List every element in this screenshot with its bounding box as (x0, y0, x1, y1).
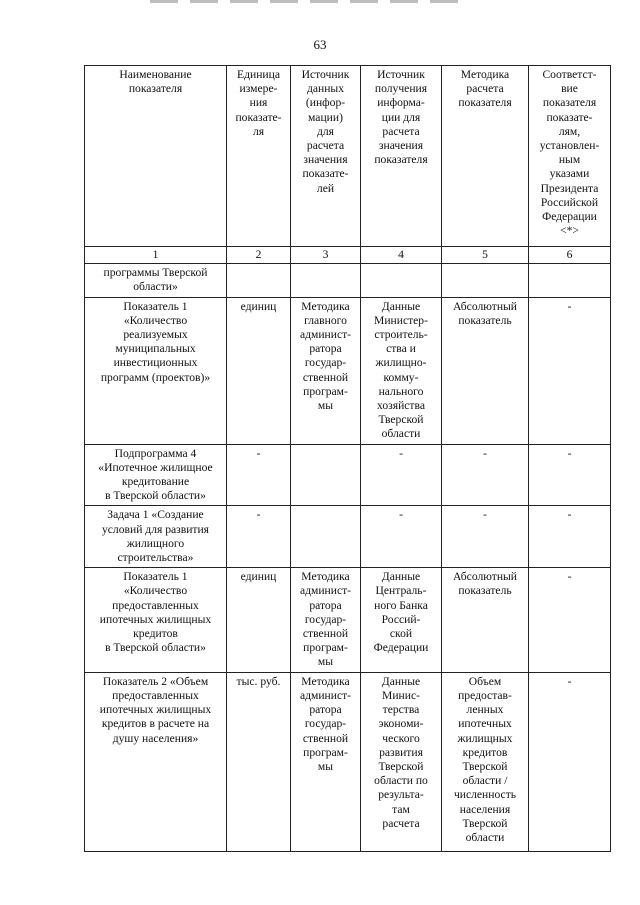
header-info-source: Источник получения информа- ции для расчета значения показателя (361, 66, 442, 247)
indicators-table (84, 65, 611, 852)
cell-unit: - (227, 506, 291, 568)
cell-method: - (442, 444, 529, 506)
header-data-source: Источник данных (инфор- мации) для расчета значения показате- лей (291, 66, 361, 247)
column-number: 5 (442, 247, 529, 264)
table-row (85, 568, 611, 672)
cell-decree: - (529, 672, 611, 851)
cell-unit: тыс. руб. (227, 672, 291, 851)
cell-name: Задача 1 «Создание условий для развития жилищного строительства» (85, 506, 227, 568)
cell-info-source: Данные Министер- строитель- ства и жилищно- комму- нального хозяйства Тверской области (361, 297, 442, 444)
header-row (85, 66, 611, 247)
cell-name: Показатель 1 «Количество реализуемых муниципальных инвестиционных программ (проектов)» (85, 297, 227, 444)
column-number-row (85, 247, 611, 264)
table-row (85, 672, 611, 851)
table-row (85, 506, 611, 568)
table-row (85, 264, 611, 297)
cell-unit: - (227, 444, 291, 506)
cell-decree: - (529, 444, 611, 506)
header-unit: Единица измере- ния показате- ля (227, 66, 291, 247)
cell-decree: - (529, 568, 611, 672)
scan-artifact (150, 0, 470, 3)
cell-method (442, 264, 529, 297)
column-number: 6 (529, 247, 611, 264)
cell-name: Показатель 2 «Объем предоставленных ипотечных жилищных кредитов в расчете на душу населения» (85, 672, 227, 851)
cell-name: Подпрограмма 4 «Ипотечное жилищное кредитование в Тверской области» (85, 444, 227, 506)
cell-data-source (291, 264, 361, 297)
cell-data-source (291, 444, 361, 506)
column-number: 1 (85, 247, 227, 264)
cell-data-source: Методика админист- ратора государ- ственной програм- мы (291, 672, 361, 851)
cell-unit: единиц (227, 568, 291, 672)
header-indicator-name: Наименование показателя (85, 66, 227, 247)
cell-method: Абсолютный показатель (442, 568, 529, 672)
cell-data-source: Методика главного админист- ратора государ- ственной програм- мы (291, 297, 361, 444)
header-presidential-decree: Соответст- вие показателя показате- лям, установлен- ным указами Президента Российской Федерации <*> (529, 66, 611, 247)
column-number: 4 (361, 247, 442, 264)
header-method: Методика расчета показателя (442, 66, 529, 247)
cell-info-source: Данные Централь- ного Банка Россий- ской Федерации (361, 568, 442, 672)
cell-data-source: Методика админист- ратора государ- ственной програм- мы (291, 568, 361, 672)
cell-decree: - (529, 297, 611, 444)
cell-info-source: - (361, 506, 442, 568)
cell-method: Объем предостав- ленных ипотечных жилищных кредитов Тверской области / численность населения Тверской области (442, 672, 529, 851)
cell-data-source (291, 506, 361, 568)
cell-decree: - (529, 506, 611, 568)
cell-info-source: - (361, 444, 442, 506)
page-number: 63 (313, 37, 327, 52)
cell-unit: единиц (227, 297, 291, 444)
cell-name: Показатель 1 «Количество предоставленных ипотечных жилищных кредитов в Тверской области» (85, 568, 227, 672)
cell-info-source: Данные Минис- терства экономи- ческого развития Тверской области по результа- там расчета (361, 672, 442, 851)
table-row (85, 297, 611, 444)
cell-decree (529, 264, 611, 297)
table-row (85, 444, 611, 506)
cell-method: - (442, 506, 529, 568)
cell-info-source (361, 264, 442, 297)
cell-method: Абсолютный показатель (442, 297, 529, 444)
column-number: 2 (227, 247, 291, 264)
cell-name: программы Тверской области» (85, 264, 227, 297)
cell-unit (227, 264, 291, 297)
column-number: 3 (291, 247, 361, 264)
